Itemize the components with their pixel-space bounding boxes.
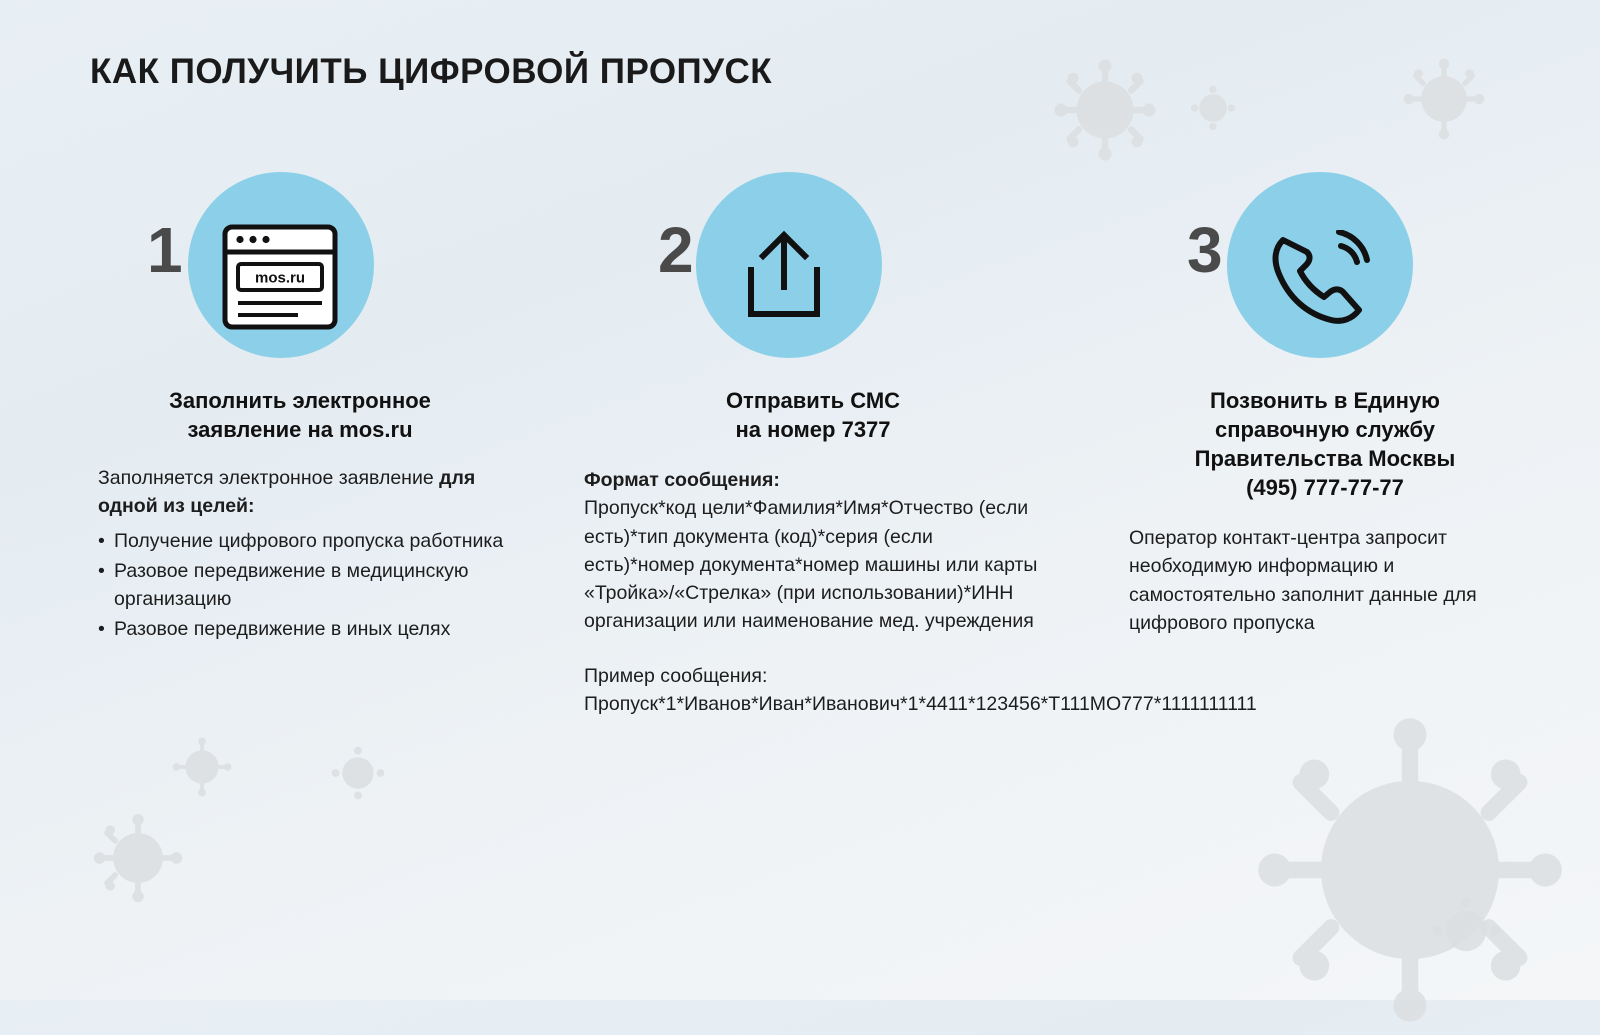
list-item: • Разовое передвижение в медицинскую организацию (98, 557, 510, 614)
step-1-heading-line-2: заявление на mos.ru (187, 417, 413, 443)
step-2-body (578, 466, 1257, 718)
step-3-heading (1125, 386, 1525, 502)
phone-call-icon (1267, 230, 1373, 331)
virus-decoration-icon (1050, 55, 1160, 165)
step-2-heading-line-1: Отправить СМС (725, 388, 901, 413)
virus-decoration-icon (90, 810, 186, 906)
step-1-number: 1 (147, 214, 183, 286)
list-item: • Разовое передвижение в иных целях (98, 615, 510, 643)
step-2-format-label: Формат сообщения: (584, 469, 780, 492)
step-1-intro-bold: для одной из целей: (98, 467, 476, 518)
step-1-badge (90, 172, 510, 372)
step-1-column (90, 172, 510, 646)
step-3-heading-line-2: справочную службу (1214, 417, 1436, 443)
virus-decoration-icon (330, 745, 386, 801)
step-2-example-text: Пропуск*1*Иванов*Иван*Иванович*1*4411*123456*Т111МО777*1111111111 (584, 692, 1257, 715)
step-2-format-text: Пропуск*код цели*Фамилия*Имя*Отчество (если есть)*тип документа (код)*серия (если есть)*номер документа*номер машины или карты «Тройка»/«Стрелка» (при использовании)*ИНН организации или наименование мед. учреждения (584, 497, 1038, 633)
step-3-number: 3 (1187, 214, 1223, 286)
step-1-heading-line-1: Заполнить электронное (169, 388, 431, 413)
step-2-number: 2 (658, 214, 694, 286)
step-2-column (578, 172, 1257, 718)
step-2-badge (578, 172, 1048, 372)
virus-decoration-icon (1430, 895, 1502, 967)
step-3-heading-line-3: Правительства Москвы (1194, 446, 1456, 472)
step-1-bullet-list (98, 527, 510, 644)
step-3-phone-number: (495) 777-77-77 (1246, 475, 1404, 501)
virus-decoration-icon (1245, 705, 1575, 1035)
browser-url-label: mos.ru (254, 269, 306, 287)
step-2-heading-line-2: на номер 7377 (735, 417, 891, 443)
list-item: • Получение цифрового пропуска работника (98, 527, 510, 555)
step-1-intro (98, 464, 510, 521)
step-1-body (90, 464, 510, 644)
step-2-example-label: Пример сообщения: (584, 664, 768, 687)
step-1-intro-plain: Заполняется электронное заявление (98, 467, 440, 490)
share-upload-icon (743, 228, 825, 327)
step-3-heading-line-1: Позвонить в Единую (1210, 388, 1440, 413)
step-3-column (1125, 172, 1525, 637)
virus-decoration-icon (170, 735, 234, 799)
virus-decoration-icon (1190, 85, 1236, 131)
browser-window-icon (222, 224, 338, 335)
step-3-body: Оператор контакт-центра запросит необходимую информацию и самостоятельно заполнит данные для цифрового пропуска (1129, 527, 1477, 634)
spacer (584, 636, 1048, 662)
step-2-heading (578, 386, 1048, 444)
step-1-heading (90, 386, 510, 444)
page-title: КАК ПОЛУЧИТЬ ЦИФРОВОЙ ПРОПУСК (90, 52, 773, 91)
step-3-badge (1125, 172, 1525, 372)
virus-decoration-icon (1400, 55, 1488, 143)
